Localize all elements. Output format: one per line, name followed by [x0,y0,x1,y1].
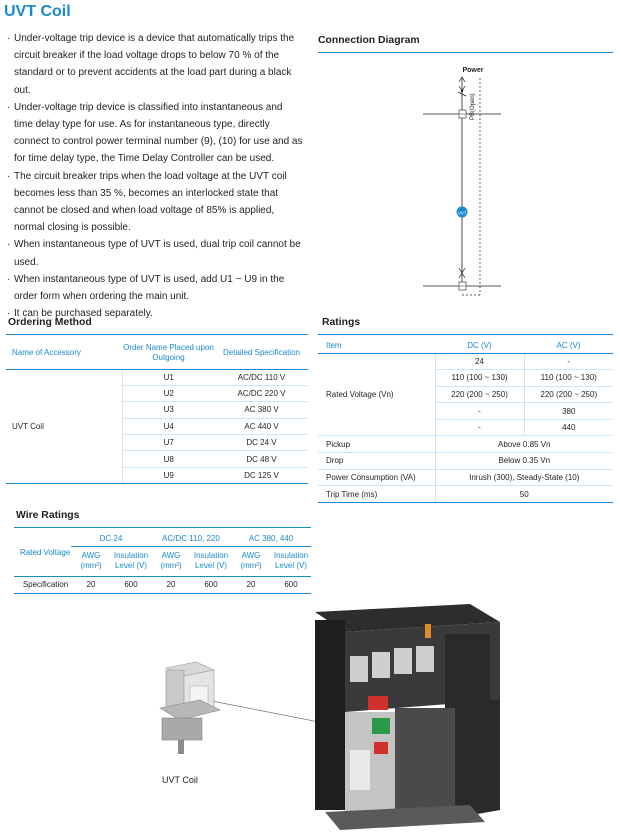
uvt-coil-image [160,662,220,754]
breaker-image [315,604,500,830]
group-header: DC 24 [71,531,151,546]
rating-item: Trip Time (ms) [318,486,435,503]
order-spec: AC 380 V [215,402,308,418]
ratings-rule [318,334,613,335]
description-item: · Under-voltage trip device is classified into instantaneous and time delay type for use. As for instantaneous type, directly connect to control power terminal number (9), (10) for use and as for time delay type, the Time Delay Controller can be used. [6,99,304,168]
ac-value: - [524,353,613,370]
order-spec: DC 125 V [215,467,308,483]
header-item: Item [318,338,435,353]
rating-item: Power Consumption (VA) [318,469,435,486]
insulation-unit: Level (V) [194,561,227,570]
description-item: · When instantaneous type of UVT is used, dual trip coil cannot be used. [6,236,304,270]
spec-label: Specification [14,576,71,593]
awg-label: AWG [161,551,181,560]
order-spec: AC/DC 110 V [215,369,308,385]
order-spec: AC 440 V [215,418,308,434]
spec-value: 20 [71,576,111,593]
insulation-unit: Level (V) [274,561,307,570]
ordering-method-table [6,338,308,484]
table-header-row [14,531,311,546]
awg-header [151,546,191,576]
rating-value: Below 0.35 Vn [435,453,613,470]
table-row [318,469,613,486]
insulation-header [111,546,151,576]
order-spec: AC/DC 220 V [215,385,308,401]
order-code: U7 [122,435,215,451]
order-spec: DC 48 V [215,451,308,467]
description-item: · The circuit breaker trips when the load voltage at the UVT coil becomes less than 35 %, becomes an interlocked state that cannot be closed and when load voltage of 85% is applied, normal closing is possible. [6,168,304,237]
coil-label: UVT [457,210,467,216]
insulation-unit: Level (V) [114,561,147,570]
rating-value: Above 0.85 Vn [435,436,613,453]
header-detail: Detailed Specification [215,338,308,369]
description-list [6,30,304,322]
table-row [318,453,613,470]
spec-value: 20 [231,576,271,593]
description-item: · It can be purchased separately. [6,305,304,322]
order-code: U4 [122,418,215,434]
connection-diagram-rule [318,52,613,53]
order-code: U8 [122,451,215,467]
rating-item: Drop [318,453,435,470]
power-label: Power [462,67,484,74]
connection-diagram [318,58,613,303]
ac-value: 380 [524,403,613,420]
ac-value: 440 [524,419,613,436]
switch-label: PB(Open) [470,93,476,120]
wire-ratings-rule [14,527,311,528]
photo-caption: UVT Coil [162,775,198,785]
table-row [318,486,613,503]
dc-value: 110 (100 ~ 130) [435,370,524,387]
table-header-row [318,338,613,353]
header-order-name: Order Name Placed upon Outgoing [122,338,215,369]
ordering-method-title: Ordering Method [8,317,92,328]
table-row [318,353,613,370]
awg-label: AWG [81,551,101,560]
insulation-header [191,546,231,576]
group-header: AC/DC 110, 220 [151,531,231,546]
ac-value: 110 (100 ~ 130) [524,370,613,387]
awg-unit: (mm²) [160,561,182,570]
table-row [6,369,308,385]
order-code: U9 [122,467,215,483]
table-row [14,576,311,593]
insulation-label: Insulation [193,551,229,560]
ordering-method-rule [6,334,308,335]
spec-value: 600 [111,576,151,593]
rating-value: 50 [435,486,613,503]
rating-value: Inrush (300), Steady-State (10) [435,469,613,486]
awg-unit: (mm²) [80,561,102,570]
awg-unit: (mm²) [240,561,262,570]
ratings-table [318,338,613,503]
insulation-label: Insulation [273,551,309,560]
dc-value: - [435,403,524,420]
dc-value: 24 [435,353,524,370]
insulation-label: Insulation [113,551,149,560]
order-code: U2 [122,385,215,401]
dc-value: 220 (200 ~ 250) [435,386,524,403]
spec-value: 600 [271,576,311,593]
ac-value: 220 (200 ~ 250) [524,386,613,403]
spec-value: 600 [191,576,231,593]
connection-diagram-title: Connection Diagram [318,35,420,46]
order-code: U1 [122,369,215,385]
wire-ratings-title: Wire Ratings [16,510,80,521]
description-item: · When instantaneous type of UVT is used, add U1 ~ U9 in the order form when ordering the main unit. [6,271,304,305]
group-header: AC 380, 440 [231,531,311,546]
ratings-title: Ratings [322,317,361,328]
wire-ratings-table [14,531,311,594]
product-illustration [140,600,621,833]
dc-value: - [435,419,524,436]
header-accessory: Name of Accessory [6,338,122,369]
header-ac: AC (V) [524,338,613,353]
insulation-header [271,546,311,576]
awg-label: AWG [241,551,261,560]
awg-header [231,546,271,576]
accessory-name: UVT Coil [6,369,122,484]
description-item: · Under-voltage trip device is a device that automatically trips the circuit breaker if the load voltage drops to below 70 % of the standard or to prevent accidents at the load part during a black out. [6,30,304,99]
header-dc: DC (V) [435,338,524,353]
rated-voltage-label: Rated Voltage (Vn) [318,353,435,436]
rated-voltage-label: Rated Voltage [14,531,71,576]
table-row [318,436,613,453]
awg-header [71,546,111,576]
table-header-row [6,338,308,369]
rating-item: Pickup [318,436,435,453]
order-spec: DC 24 V [215,435,308,451]
spec-value: 20 [151,576,191,593]
page-title: UVT Coil [4,3,71,20]
order-code: U3 [122,402,215,418]
